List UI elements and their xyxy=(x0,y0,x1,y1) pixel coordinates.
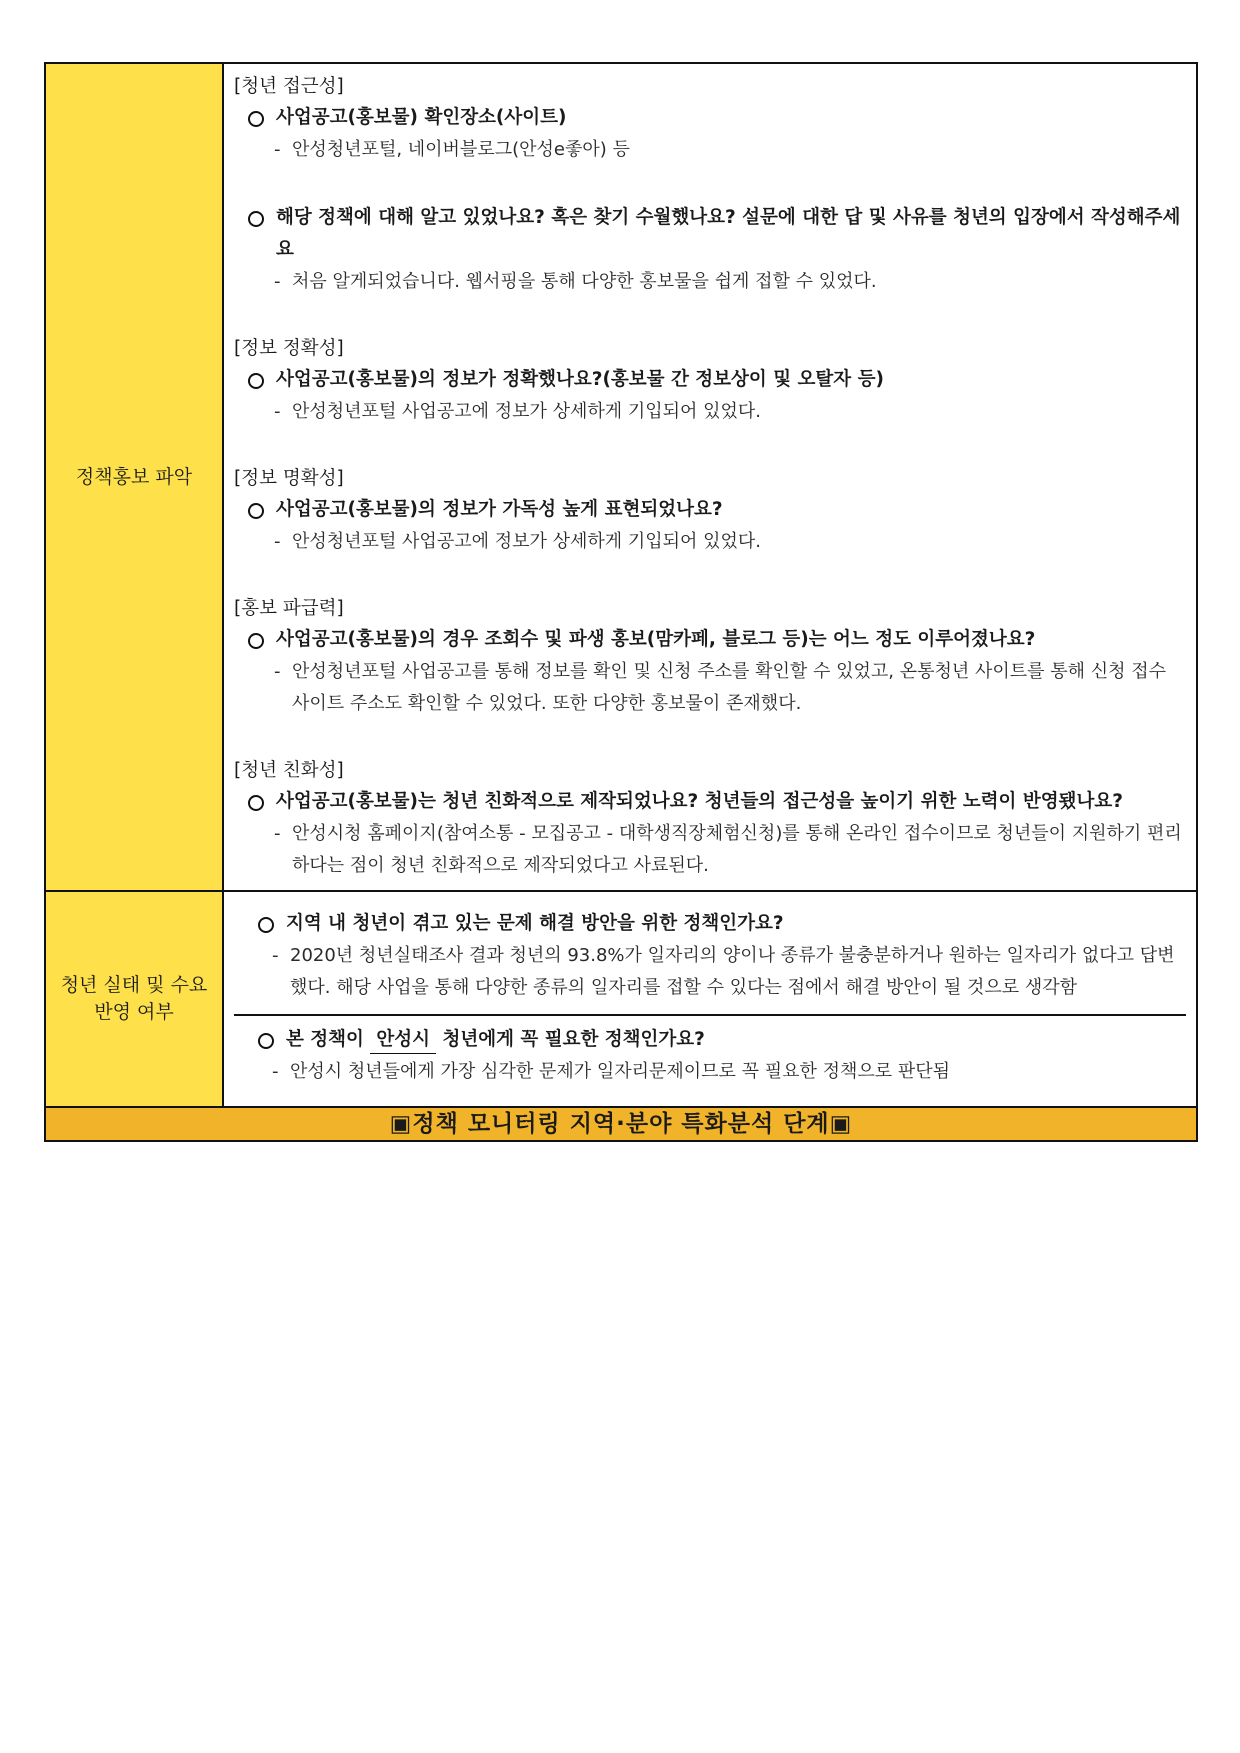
label-line: 반영 여부 xyxy=(94,1001,174,1023)
answer-text: 안성청년포털 사업공고를 통해 정보를 확인 및 신청 주소를 확인할 수 있었고, 온통청년 사이트를 통해 신청 접수 사이트 주소도 확인할 수 있었다. 또한 다양한 홍보물이 존재했다. xyxy=(292,661,1167,714)
group-title: [청년 접근성] xyxy=(234,76,344,97)
question-text: 해당 정책에 대해 알고 있었나요? 혹은 찾기 수월했나요? 설문에 대한 답 및 사유를 청년의 입장에서 작성해주세요 xyxy=(276,207,1181,260)
question xyxy=(248,786,1186,818)
question-prefix: 본 정책이 xyxy=(286,1029,364,1050)
section-youth-needs xyxy=(45,891,1197,1107)
group-awareness xyxy=(234,202,1186,298)
question-suffix: 청년에게 꼭 필요한 정책인가요? xyxy=(442,1029,705,1050)
answer xyxy=(272,1056,1176,1088)
circle-bullet-icon xyxy=(258,1033,274,1049)
question-text: 사업공고(홍보물)는 청년 친화적으로 제작되었나요? 청년들의 접근성을 높이기 위한 노력이 반영됐나요? xyxy=(276,791,1123,812)
answer xyxy=(274,526,1186,558)
label-line: 청년 실태 및 수요 xyxy=(60,974,208,996)
group-promotion-reach xyxy=(234,594,1186,720)
answer xyxy=(272,940,1176,1004)
stage-banner-row xyxy=(45,1107,1197,1141)
question xyxy=(258,1024,1176,1056)
circle-bullet-icon xyxy=(248,211,264,227)
answer xyxy=(274,134,1186,166)
region-blank: 안성시 xyxy=(370,1027,436,1054)
circle-bullet-icon xyxy=(248,503,264,519)
group-title: [정보 명확성] xyxy=(234,468,344,489)
group-info-accuracy xyxy=(234,334,1186,428)
answer-text: 처음 알게되었습니다. 웹서핑을 통해 다양한 홍보물을 쉽게 접할 수 있었다. xyxy=(292,271,877,292)
question xyxy=(248,202,1186,266)
question xyxy=(248,364,1186,396)
dash-bullet-icon: - xyxy=(272,945,279,966)
answer xyxy=(274,266,1186,298)
answer-text: 안성청년포털 사업공고에 정보가 상세하게 기입되어 있었다. xyxy=(292,401,762,422)
dash-bullet-icon: - xyxy=(274,531,281,552)
dash-bullet-icon: - xyxy=(274,139,281,160)
stage-banner: ▣정책 모니터링 지역·분야 특화분석 단계▣ xyxy=(45,1107,1197,1141)
question-text xyxy=(286,1024,1176,1056)
question xyxy=(248,494,1186,526)
question-text: 사업공고(홍보물)의 정보가 가독성 높게 표현되었나요? xyxy=(276,499,723,520)
question xyxy=(248,624,1186,656)
question-text: 사업공고(홍보물)의 정보가 정확했나요?(홍보물 간 정보상이 및 오탈자 등) xyxy=(276,369,884,390)
dash-bullet-icon: - xyxy=(272,1061,279,1082)
group-info-clarity xyxy=(234,464,1186,558)
question-text: 사업공고(홍보물)의 경우 조회수 및 파생 홍보(맘카페, 블로그 등)는 어느 정도 이루어졌나요? xyxy=(276,629,1036,650)
form-table xyxy=(44,62,1198,1142)
answer-text: 안성청년포털, 네이버블로그(안성e좋아) 등 xyxy=(292,139,630,160)
answer-text: 2020년 청년실태조사 결과 청년의 93.8%가 일자리의 양이나 종류가 불충분하거나 원하는 일자리가 없다고 답변했다. 해당 사업을 통해 다양한 종류의 일자리를 접할 수 있다는 점에서 해결 방안이 될 것으로 생각함 xyxy=(290,945,1175,998)
group-youth-friendliness xyxy=(234,756,1186,882)
group-youth-accessibility xyxy=(234,72,1186,166)
needs-block-problem-solving xyxy=(234,900,1186,1014)
circle-bullet-icon xyxy=(248,373,264,389)
circle-bullet-icon xyxy=(248,795,264,811)
group-title: [정보 정확성] xyxy=(234,338,344,359)
dash-bullet-icon: - xyxy=(274,823,281,844)
dash-bullet-icon: - xyxy=(274,271,281,292)
dash-bullet-icon: - xyxy=(274,661,281,682)
answer-text: 안성청년포털 사업공고에 정보가 상세하게 기입되어 있었다. xyxy=(292,531,762,552)
section-content-policy-promotion xyxy=(223,63,1197,891)
answer xyxy=(274,818,1186,882)
circle-bullet-icon xyxy=(248,111,264,127)
question-text: 사업공고(홍보물) 확인장소(사이트) xyxy=(276,107,567,128)
section-label-youth-needs xyxy=(45,891,223,1107)
circle-bullet-icon xyxy=(258,917,274,933)
group-title: [청년 친화성] xyxy=(234,760,344,781)
answer xyxy=(274,396,1186,428)
question-text: 지역 내 청년이 겪고 있는 문제 해결 방안을 위한 정책인가요? xyxy=(286,913,784,934)
answer-text: 안성시 청년들에게 가장 심각한 문제가 일자리문제이므로 꼭 필요한 정책으로 판단됨 xyxy=(290,1061,951,1082)
section-label-policy-promotion: 정책홍보 파악 xyxy=(45,63,223,891)
section-policy-promotion xyxy=(45,63,1197,891)
question xyxy=(248,102,1186,134)
circle-bullet-icon xyxy=(248,633,264,649)
section-content-youth-needs xyxy=(223,891,1197,1107)
answer-text: 안성시청 홈페이지(참여소통 - 모집공고 - 대학생직장체험신청)를 통해 온라인 접수이므로 청년들이 지원하기 편리하다는 점이 청년 친화적으로 제작되었다고 사료된다. xyxy=(292,823,1182,876)
group-title: [홍보 파급력] xyxy=(234,598,344,619)
monitoring-form xyxy=(44,62,1198,1142)
needs-block-necessity xyxy=(234,1014,1186,1098)
question xyxy=(258,908,1176,940)
answer xyxy=(274,656,1186,720)
dash-bullet-icon: - xyxy=(274,401,281,422)
